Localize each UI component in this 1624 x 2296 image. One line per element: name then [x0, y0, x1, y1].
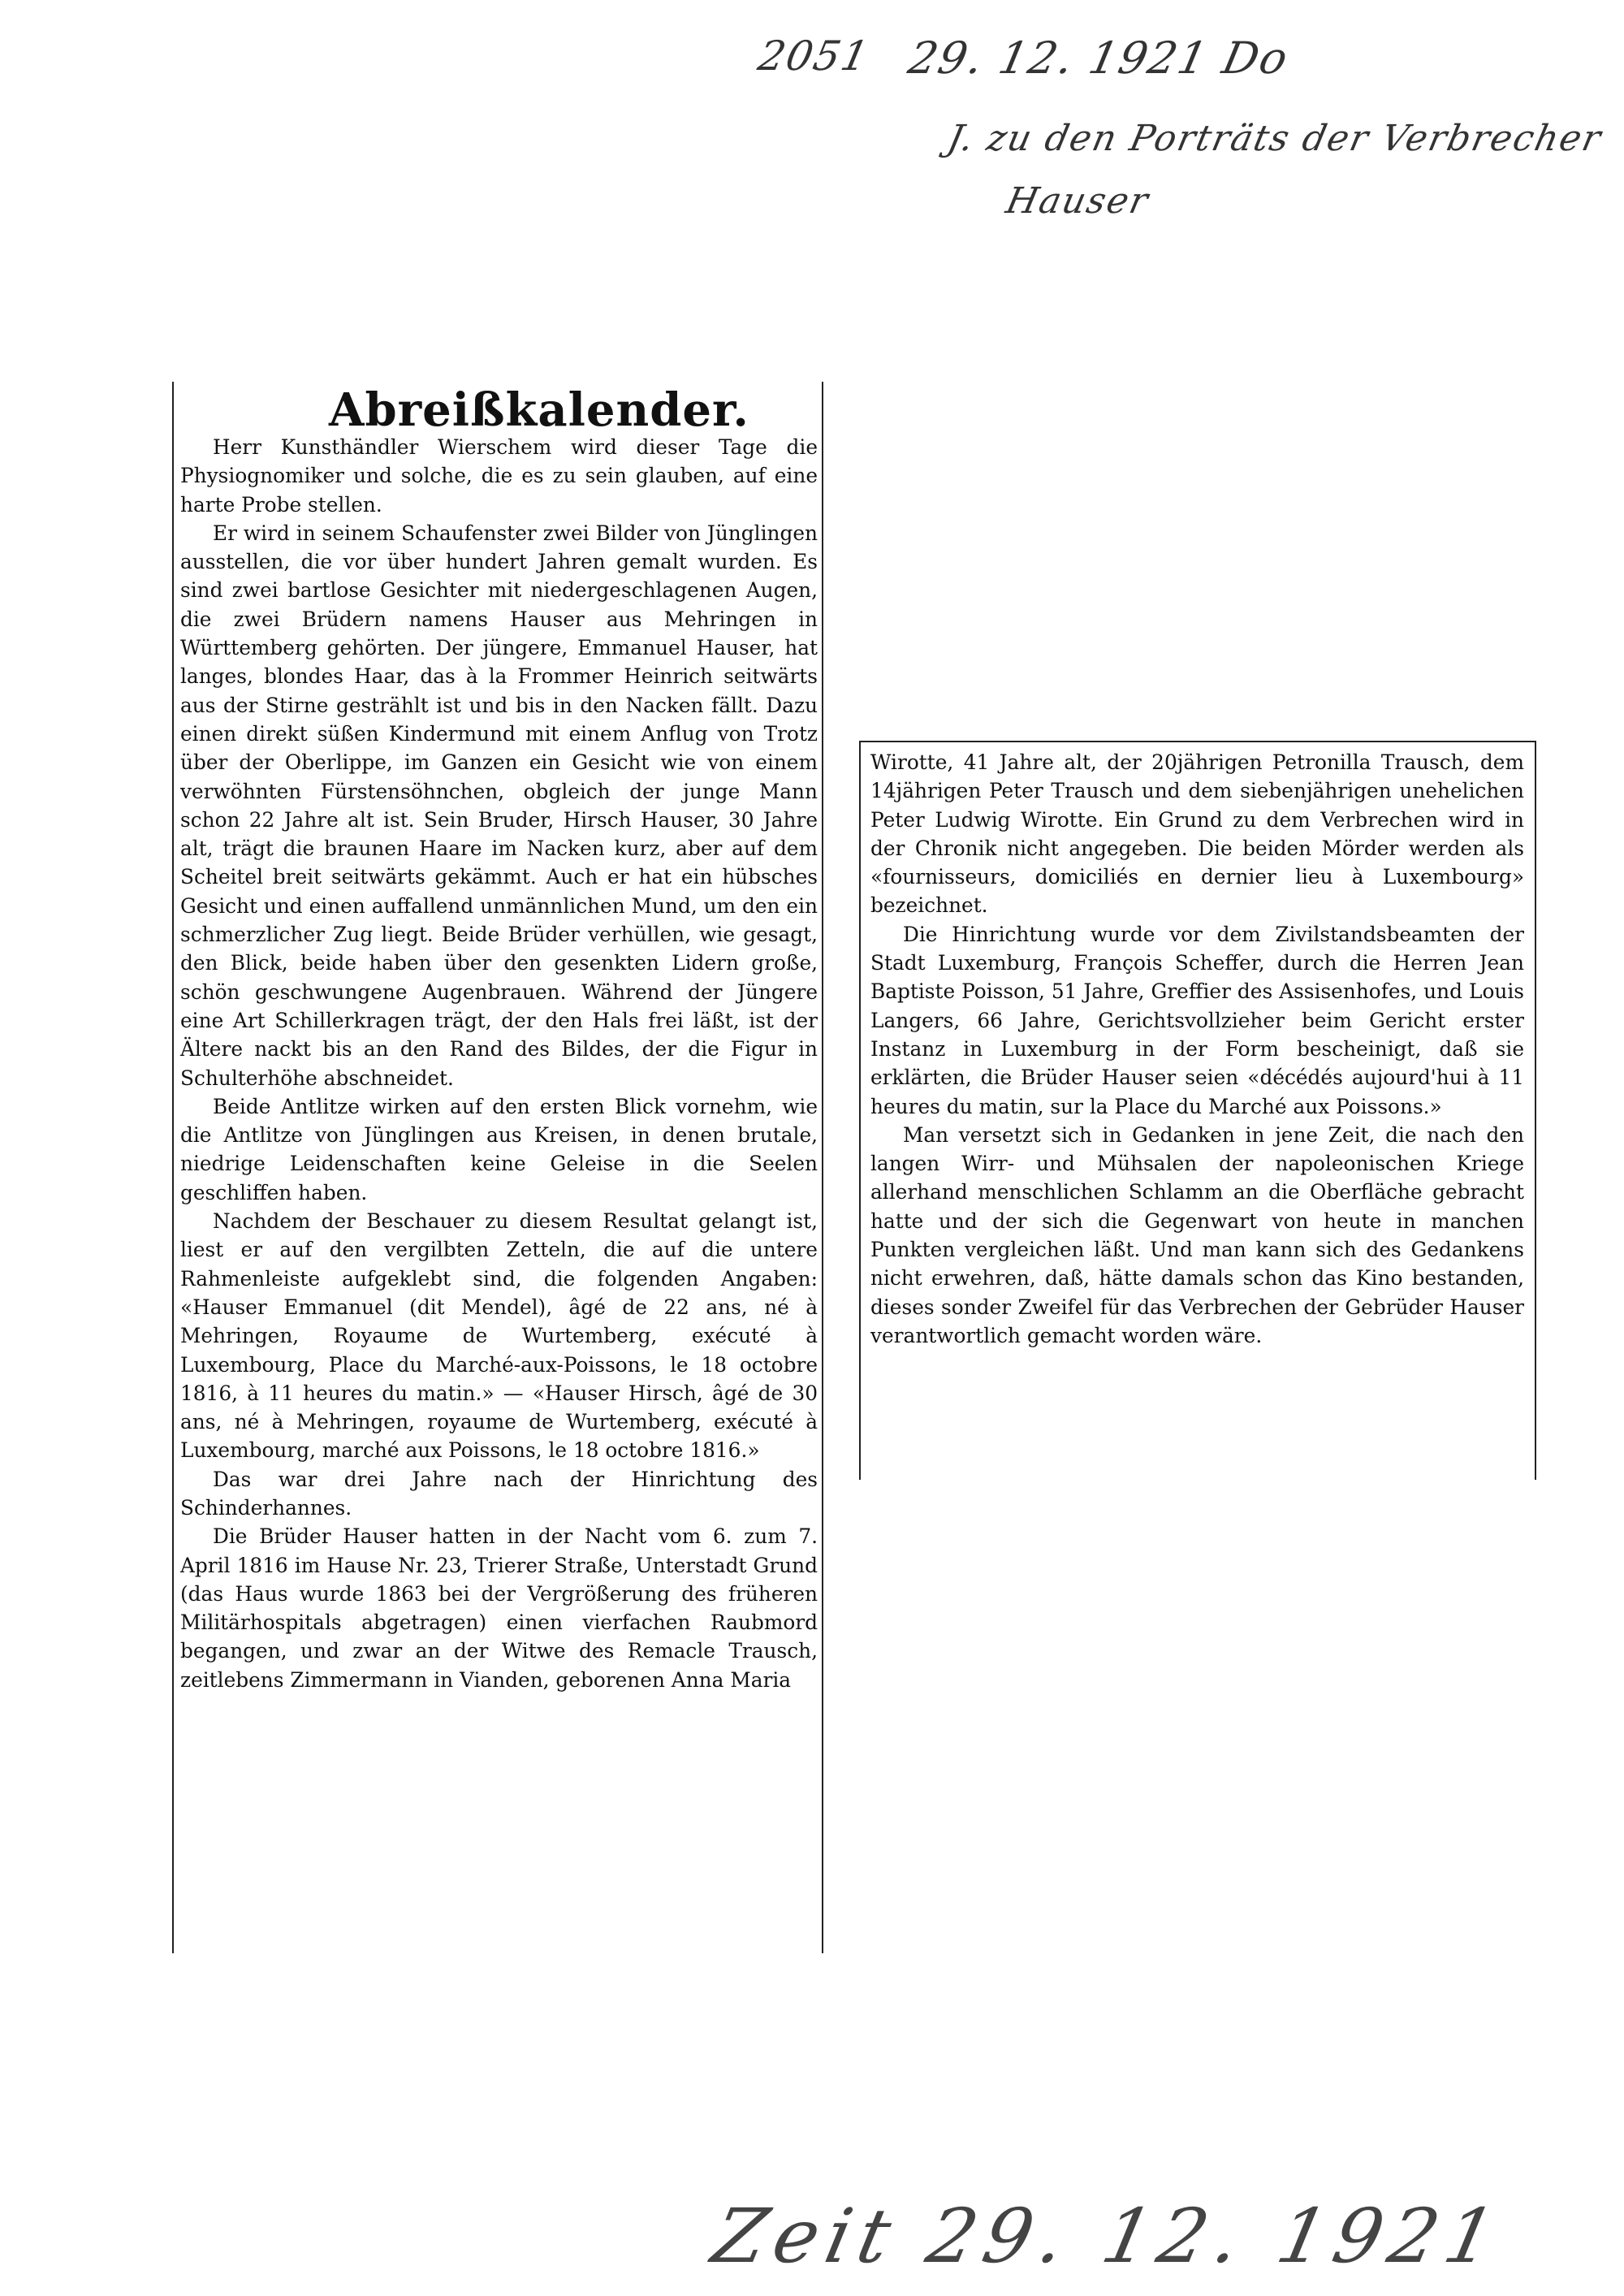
article-paragraph: Wirotte, 41 Jahre alt, der 20jährigen Petronilla Trausch, dem 14jährigen Peter Trausch und dem siebenjährigen unehelichen Peter Ludwig Wirotte. Ein Grund zu dem Verbrechen wird in der Chronik nicht angegeben. Die beiden Mörder werden als «fournisseurs, domiciliés en dernier lieu à Luxembourg» bezeichnet.	[870, 750, 1524, 918]
article-column-right	[870, 748, 1524, 1350]
handwritten-archive-number: 2051	[754, 32, 875, 80]
left-column-border-right	[822, 382, 823, 1953]
article-paragraph: Das war drei Jahre nach der Hinrichtung des Schinderhannes.	[180, 1467, 818, 1520]
handwritten-note-line-2: Hauser	[1002, 180, 1154, 222]
article-title: Abreißkalender.	[329, 383, 749, 437]
right-column-border-left	[859, 741, 861, 1480]
handwritten-note-line-1: J. zu den Porträts der Verbrecher	[944, 118, 1606, 159]
article-paragraph: Beide Antlitze wirken auf den ersten Blick vornehm, wie die Antlitze von Jünglingen aus Kreisen, in denen brutale, niedrige Leidenschaften keine Geleise in die Seelen geschliffen haben.	[180, 1094, 818, 1204]
right-column-border-right	[1535, 741, 1536, 1480]
article-column-left	[180, 433, 818, 1694]
handwritten-bottom-date: Zeit 29. 12. 1921	[705, 2193, 1511, 2280]
article-paragraph: Er wird in seinem Schaufenster zwei Bilder von Jünglingen ausstellen, die vor über hundert Jahren gemalt wurden. Es sind zwei bartlose Gesichter mit niedergeschlagenen Augen, die zwei Brüdern namens Hauser aus Mehringen in Württemberg gehörten. Der jüngere, Emmanuel Hauser, hat langes, blondes Haar, das à la Frommer Heinrich seitwärts aus der Stirne gestrählt ist und bis in den Nacken fällt. Dazu einen direkt süßen Kindermund mit einem Anflug von Trotz über der Oberlippe, im Ganzen ein Gesicht wie von einem verwöhnten Fürstensöhnchen, obgleich der junge Mann schon 22 Jahre alt ist. Sein Bruder, Hirsch Hauser, 30 Jahre alt, trägt die braunen Haare im Nacken kurz, aber auf dem Scheitel breit seitwärts gekämmt. Auch er hat ein hübsches Gesicht und einen auffallend unmännlichen Mund, um den ein schmerzlicher Zug liegt. Beide Brüder verhüllen, wie gesagt, den Blick, beide haben über den gesenkten Lidern große, schön geschwungene Augenbrauen. Während der Jüngere eine Art Schillerkragen trägt, der den Hals frei läßt, ist der Ältere nackt bis an den Rand des Bildes, der die Figur in Schulterhöhe abschneidet.	[180, 521, 818, 1090]
right-column-border-top	[859, 741, 1536, 742]
article-paragraph: Die Brüder Hauser hatten in der Nacht vom 6. zum 7. April 1816 im Hause Nr. 23, Trierer Straße, Unterstadt Grund (das Haus wurde 1863 bei der Vergrößerung des früheren Militärhospitals abgetragen) einen vierfachen Raubmord begangen, und zwar an der Witwe des Remacle Trausch, zeitlebens Zimmermann in Vianden, geborenen Anna Maria	[180, 1524, 818, 1692]
article-paragraph: Man versetzt sich in Gedanken in jene Zeit, die nach den langen Wirr- und Mühsalen der napoleonischen Kriege allerhand menschlichen Schlamm an die Oberfläche gebracht hatte und der sich die Gegenwart von heute in manchen Punkten vergleichen läßt. Und man kann sich des Gedankens nicht erwehren, daß, hätte damals schon das Kino bestanden, dieses sonder Zweifel für das Verbrechen der Gebrüder Hauser verantwortlich gemacht worden wäre.	[870, 1122, 1524, 1347]
article-paragraph: Die Hinrichtung wurde vor dem Zivilstandsbeamten der Stadt Luxemburg, François Scheffer, durch die Herren Jean Baptiste Poisson, 51 Jahre, Greffier des Assisenhofes, und Louis Langers, 66 Jahre, Gerichtsvollzieher beim Gericht erster Instanz in Luxemburg in der Form bescheinigt, daß sie erklärten, die Brüder Hauser seien «décédés aujourd'hui à 11 heures du matin, sur la Place du Marché aux Poissons.»	[870, 922, 1524, 1118]
left-column-border-left	[172, 382, 174, 1953]
handwritten-date-note: 29. 12. 1921 Do	[904, 32, 1294, 84]
article-paragraph: Nachdem der Beschauer zu diesem Resultat gelangt ist, liest er auf den vergilbten Zetteln, die auf die untere Rahmenleiste aufgeklebt sind, die folgenden Angaben: «Hauser Emmanuel (dit Mendel), âgé de 22 ans, né à Mehringen, Royaume de Wurtemberg, exécuté à Luxembourg, Place du Marché-aux-Poissons, le 18 octobre 1816, à 11 heures du matin.» — «Hauser Hirsch, âgé de 30 ans, né à Mehringen, royaume de Wurtemberg, exécuté à Luxembourg, marché aux Poissons, le 18 octobre 1816.»	[180, 1209, 818, 1463]
article-paragraph: Herr Kunsthändler Wierschem wird dieser Tage die Physiognomiker und solche, die es zu sein glauben, auf eine harte Probe stellen.	[180, 435, 818, 517]
